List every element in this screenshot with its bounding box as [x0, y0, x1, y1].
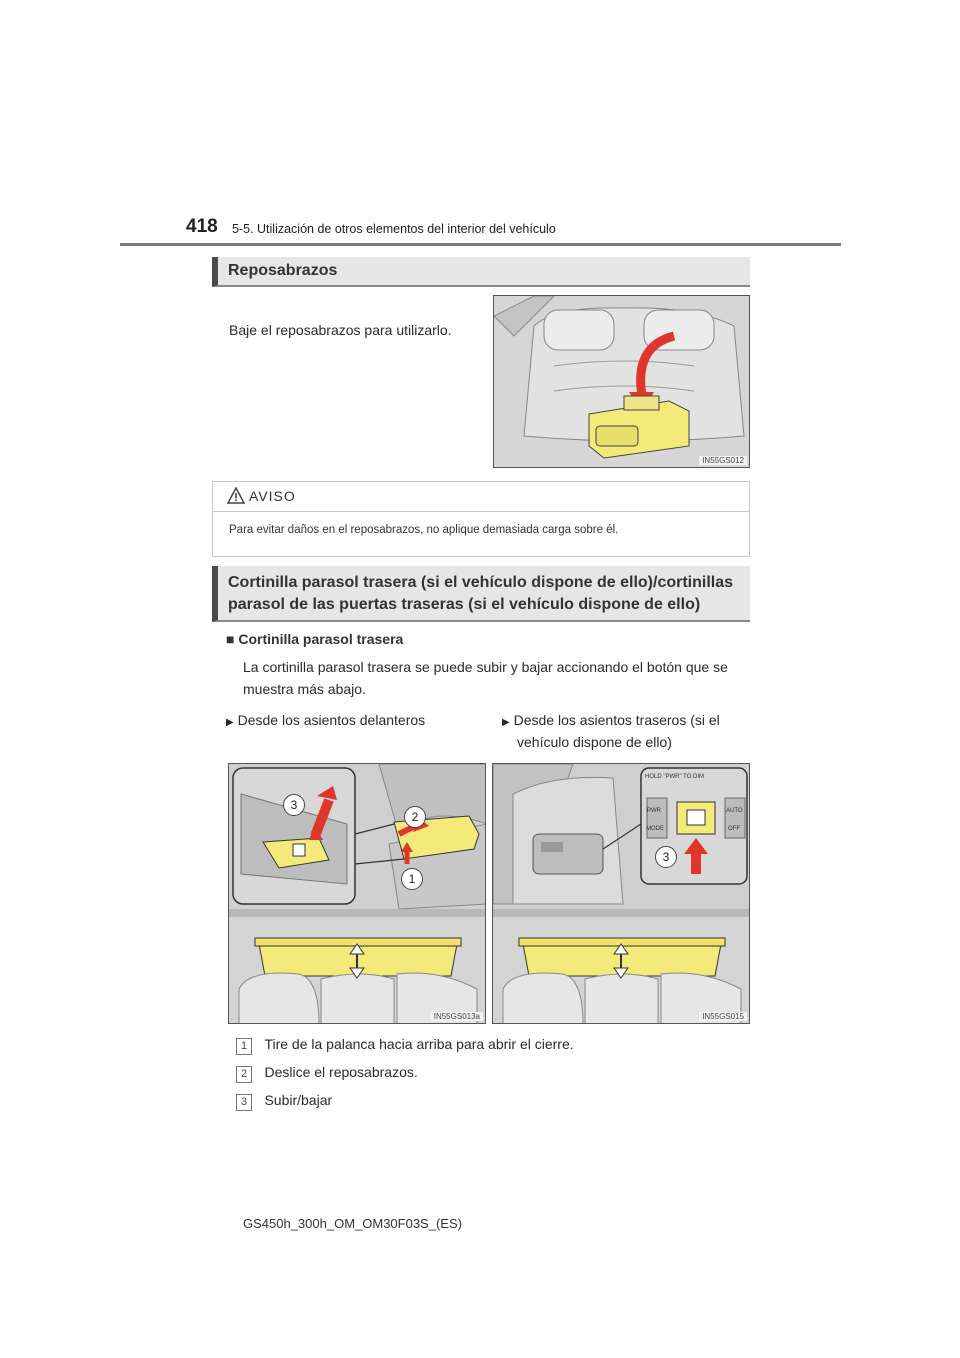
rear-figure-code: IN55GS015 — [699, 1012, 747, 1021]
front-sunshade-figure — [228, 763, 486, 1024]
sunshade-heading — [212, 566, 750, 622]
front-console-illustration — [229, 764, 486, 1024]
warning-title: AVISO — [249, 488, 296, 504]
sunshade-text-line1: La cortinilla parasol trasera se puede subir y bajar accionando el botón que se — [243, 659, 728, 675]
sunshade-heading-line2: parasol de las puertas traseras (si el vehículo dispone de ello) — [228, 596, 701, 613]
front-seats-label-text: Desde los asientos delanteros — [237, 712, 426, 728]
step-number: 3 — [236, 1094, 252, 1111]
step-1 — [236, 1033, 574, 1055]
step-number: 1 — [236, 1038, 252, 1055]
rear-sunshade-figure — [492, 763, 750, 1024]
front-figure-code: IN55GS013a — [431, 1012, 483, 1021]
warning-triangle-icon — [227, 487, 245, 504]
square-bullet-icon: ■ — [226, 631, 235, 647]
rear-seats-label-line1: Desde los asientos traseros (si el — [513, 712, 720, 728]
callout-3-right: 3 — [655, 846, 677, 868]
step-text: Tire de la palanca hacia arriba para abrir el cierre. — [264, 1036, 574, 1052]
step-number: 2 — [236, 1066, 252, 1083]
sunshade-heading-line1: Cortinilla parasol trasera (si el vehículo dispone de ello)/cortinillas — [228, 574, 734, 591]
panel-label-pwr: PWR — [647, 808, 661, 814]
sunshade-subheading-text: Cortinilla parasol trasera — [238, 631, 404, 647]
front-seats-label — [226, 709, 425, 734]
warning-box — [212, 481, 750, 557]
callout-1: 1 — [401, 868, 423, 890]
panel-label-hold: HOLD "PWR" TO DIM — [645, 774, 705, 780]
sunshade-subheading — [226, 628, 403, 650]
header-rule — [120, 243, 841, 246]
armrest-heading: Reposabrazos — [212, 257, 750, 287]
armrest-text: Baje el reposabrazos para utilizarlo. — [229, 322, 452, 338]
callout-3-left: 3 — [283, 794, 305, 816]
panel-label-auto: AUTO — [726, 808, 743, 814]
panel-label-off: OFF — [728, 826, 740, 832]
section-title: 5-5. Utilización de otros elementos del interior del vehículo — [232, 222, 556, 236]
footer-doc-code: GS450h_300h_OM_OM30F03S_(ES) — [243, 1216, 462, 1231]
sunshade-text-line2: muestra más abajo. — [243, 681, 366, 697]
warning-header — [213, 482, 749, 512]
warning-text: Para evitar daños en el reposabrazos, no aplique demasiada carga sobre él. — [229, 524, 619, 536]
step-2 — [236, 1061, 418, 1083]
panel-label-mode: MODE — [646, 826, 664, 832]
triangle-bullet-icon: ▶ — [226, 717, 234, 728]
step-3 — [236, 1089, 332, 1111]
triangle-bullet-icon: ▶ — [502, 717, 510, 728]
armrest-figure-code: IN55GS012 — [699, 456, 747, 465]
rear-seats-label-line2: vehículo dispone de ello) — [517, 734, 672, 750]
rear-console-illustration — [493, 764, 750, 1024]
armrest-figure — [493, 295, 750, 468]
step-text: Deslice el reposabrazos. — [264, 1064, 418, 1080]
step-text: Subir/bajar — [264, 1092, 333, 1108]
armrest-illustration — [494, 296, 750, 468]
callout-2: 2 — [404, 806, 426, 828]
page-number: 418 — [186, 216, 218, 237]
